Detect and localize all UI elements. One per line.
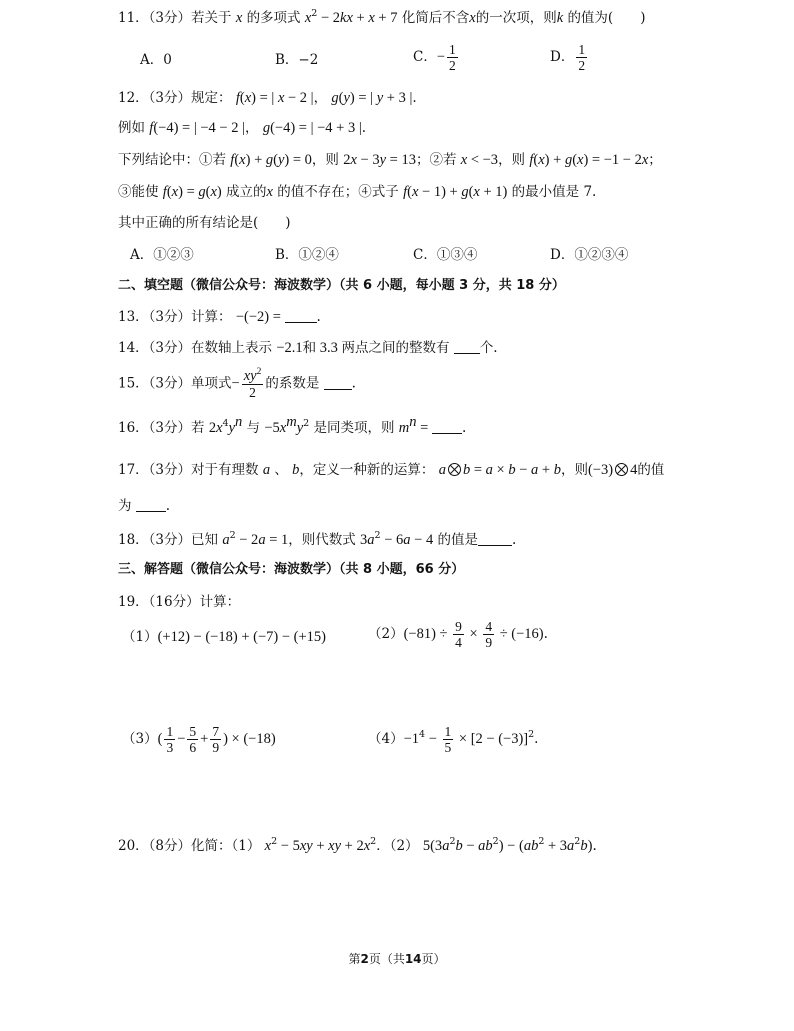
- question-14: 14．（3分）在数轴上表示 −2.1和 3.3 两点之间的整数有 个.: [118, 340, 498, 356]
- section-3-heading: 三、解答题（微信公众号：海波数学）（共 8 小题，66 分）: [118, 562, 465, 577]
- q11-option-c: C．− $\frac{1}{2}$: [413, 42, 456, 73]
- q19-part-1: （1）(+12) − (−18) + (−7) − (+15): [122, 629, 326, 645]
- q12-option-c: C．①③④: [413, 247, 478, 263]
- q19-part-4: $(4)-1^4$ − $\frac{1}{5}$ × $[2 - (-3)]^2$.: [368, 724, 539, 755]
- q12-option-a: A．①②③: [130, 247, 194, 263]
- q19-part-2: （2）(−81) ÷ $\frac{9}{4}$ × $\frac{4}{9}$ ÷ (−16).: [368, 619, 548, 650]
- page-footer: 第2页（共14页）: [348, 952, 446, 966]
- q12-statements-cont: ③能使 f(x) = g(x) 成立的x 的值不存在；④式子 f(x − 1) + g(x + 1) 的最小值是 7.: [118, 184, 597, 200]
- question-19: 19．（16分）计算：: [118, 594, 241, 610]
- section-2-heading: 二、填空题（微信公众号：海波数学）（共 6 小题，每小题 3 分，共 18 分）: [118, 278, 565, 293]
- q12-example: 例如 f(−4) = | −4 − 2 |， g(−4) = | −4 + 3 |.: [118, 120, 367, 136]
- question-11: 11．（3分）若关于 x 的多项式 $x^2 - 2kx + x + 7$ 化简后不含x的一次项，则k 的值为( ): [118, 8, 646, 26]
- question-15: 15．（3分）单项式− $\frac{xy^2}{2}$ 的系数是 .: [118, 367, 356, 400]
- q12-option-d: D．①②③④: [550, 247, 629, 263]
- question-13: 13．（3分）计算： −(−2) = .: [118, 309, 321, 325]
- answer-blank[interactable]: [324, 375, 352, 390]
- answer-blank[interactable]: [478, 531, 512, 546]
- q11-option-a: A．0: [140, 52, 172, 68]
- question-12: 12．（3分）规定： f(x) = | x − 2 |， g(y) = | y + 3 |.: [118, 90, 417, 106]
- q11-option-b: B．−2: [275, 52, 319, 68]
- question-17-cont: 为 .: [118, 498, 171, 514]
- question-18: 18．（3分）已知 $a^2 - 2a = 1$，则代数式 $3a^2 - 6a - 4$ 的值是 .: [118, 530, 517, 548]
- q12-option-b: B．①②④: [275, 247, 339, 263]
- question-20: 20．（8分）化简：（1） $x^2 - 5xy$ + xy + $2x^2$．（2） $5(3a^2b - ab^2) - (ab^2 + 3a^2b)$.: [118, 836, 597, 854]
- q12-ask: 其中正确的所有结论是( ): [118, 215, 291, 231]
- q12-statements: 下列结论中：①若 f(x) + g(y) = 0，则 2x − 3y = 13；②若 x < −3，则 f(x) + g(x) = −1 − 2x；: [118, 152, 662, 168]
- answer-blank[interactable]: [432, 419, 462, 434]
- otimes-symbol: [448, 463, 461, 476]
- answer-blank[interactable]: [285, 308, 317, 323]
- q19-part-3: （3）( $\frac{1}{3}$ − $\frac{5}{6}$ + $\frac{7}{9}$ ) × (−18): [122, 724, 276, 755]
- question-17: 17．（3分）对于有理数 a 、 b，定义一种新的运算： a b = a × b − a + b，则(−3) 4的值: [118, 462, 665, 478]
- q11-option-d: D． $\frac{1}{2}$: [550, 42, 586, 73]
- answer-blank[interactable]: [136, 497, 166, 512]
- answer-blank[interactable]: [454, 339, 480, 354]
- question-16: 16．（3分）若 $2x^4y^n$ 与 $-5x^my^2$ 是同类项，则 $m^n$ = .: [118, 414, 467, 436]
- otimes-symbol: [615, 463, 628, 476]
